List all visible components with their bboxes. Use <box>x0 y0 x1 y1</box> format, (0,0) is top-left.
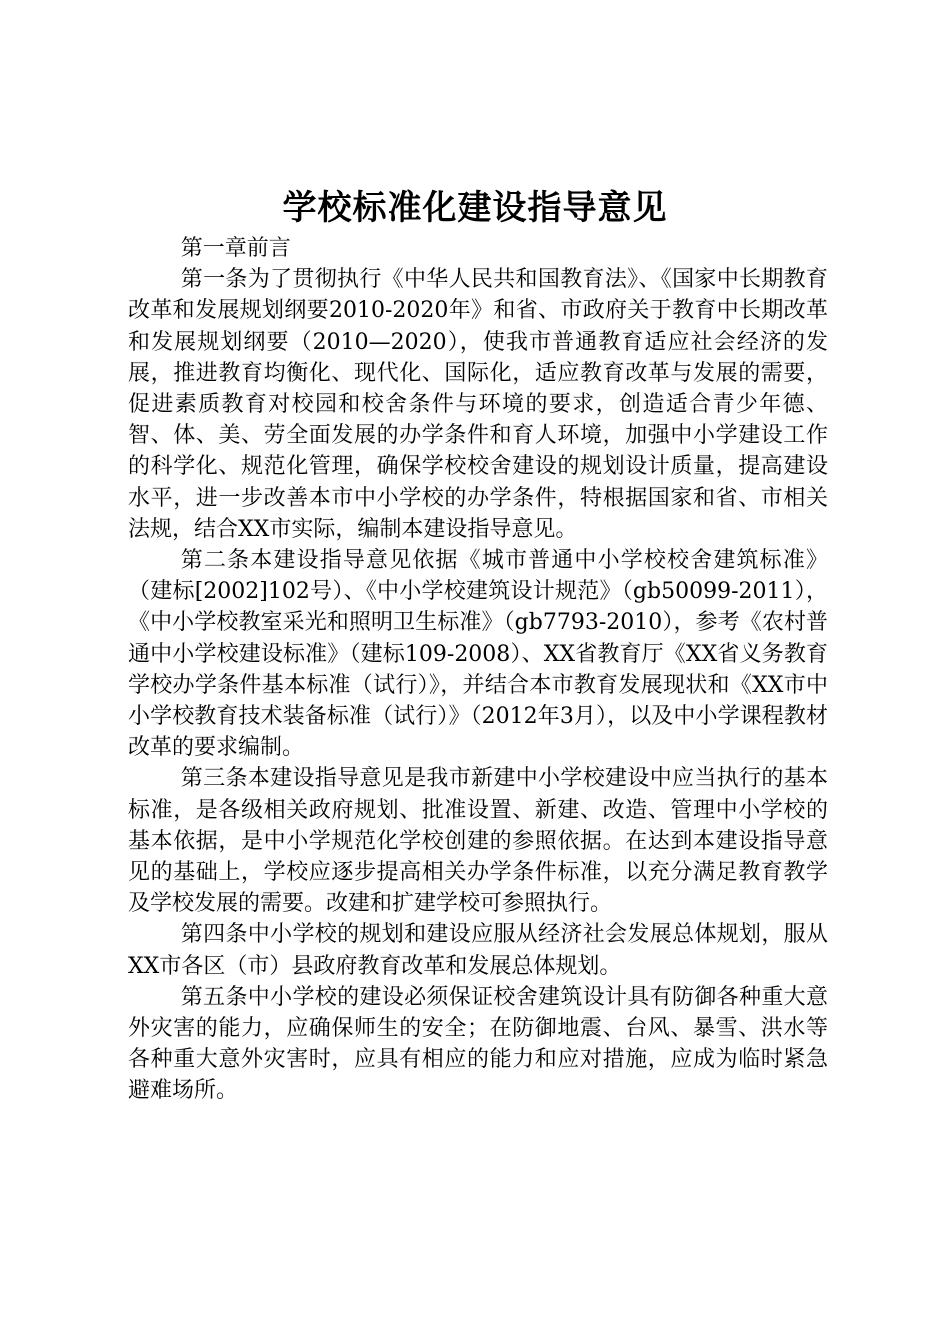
article-2-paragraph: 第二条本建设指导意见依据《城市普通中小学校校舍建筑标准》（建标[2002]102号）、《中小学校建筑设计规范》（gb50099-2011），《中小学校教室采光和照明卫生标准》（gb7793-2010），参考《农村普通中小学校建设标准》（建标109-2008）、XX省教育厅《XX省义务教育学校办学条件基本标准（试行）》，并结合本市教育发展现状和《XX市中小学校教育技术装备标准（试行）》（2012年3月），以及中小学课程教材改革的要求编制。 <box>128 548 828 761</box>
article-5-paragraph: 第五条中小学校的建设必须保证校舍建筑设计具有防御各种重大意外灾害的能力，应确保师生的安全；在防御地震、台风、暴雪、洪水等各种重大意外灾害时，应具有相应的能力和应对措施，应成为临时紧急避难场所。 <box>128 984 828 1104</box>
article-1-paragraph: 第一条为了贯彻执行《中华人民共和国教育法》、《国家中长期教育改革和发展规划纲要2010-2020年》和省、市政府关于教育中长期改革和发展规划纲要（2010—2020），使我市普通教育适应社会经济的发展，推进教育均衡化、现代化、国际化，适应教育改革与发展的需要，促进素质教育对校园和校舍条件与环境的要求，创造适合青少年德、智、体、美、劳全面发展的办学条件和育人环境，加强中小学建设工作的科学化、规范化管理，确保学校校舍建设的规划设计质量，提高建设水平，进一步改善本市中小学校的办学条件，特根据国家和省、市相关法规，结合XX市实际，编制本建设指导意见。 <box>128 267 828 542</box>
document-body <box>128 233 828 1107</box>
article-3-paragraph: 第三条本建设指导意见是我市新建中小学校建设中应当执行的基本标准，是各级相关政府规划、批准设置、新建、改造、管理中小学校的基本依据，是中小学规范化学校创建的参照依据。在达到本建设指导意见的基础上，学校应逐步提高相关办学条件标准，以充分满足教育教学及学校发展的需要。改建和扩建学校可参照执行。 <box>128 766 828 917</box>
article-4-paragraph: 第四条中小学校的规划和建设应服从经济社会发展总体规划，服从XX市各区（市）县政府教育改革和发展总体规划。 <box>128 922 828 979</box>
document-title: 学校标准化建设指导意见 <box>282 188 668 228</box>
chapter-heading: 第一章前言 <box>180 236 291 261</box>
